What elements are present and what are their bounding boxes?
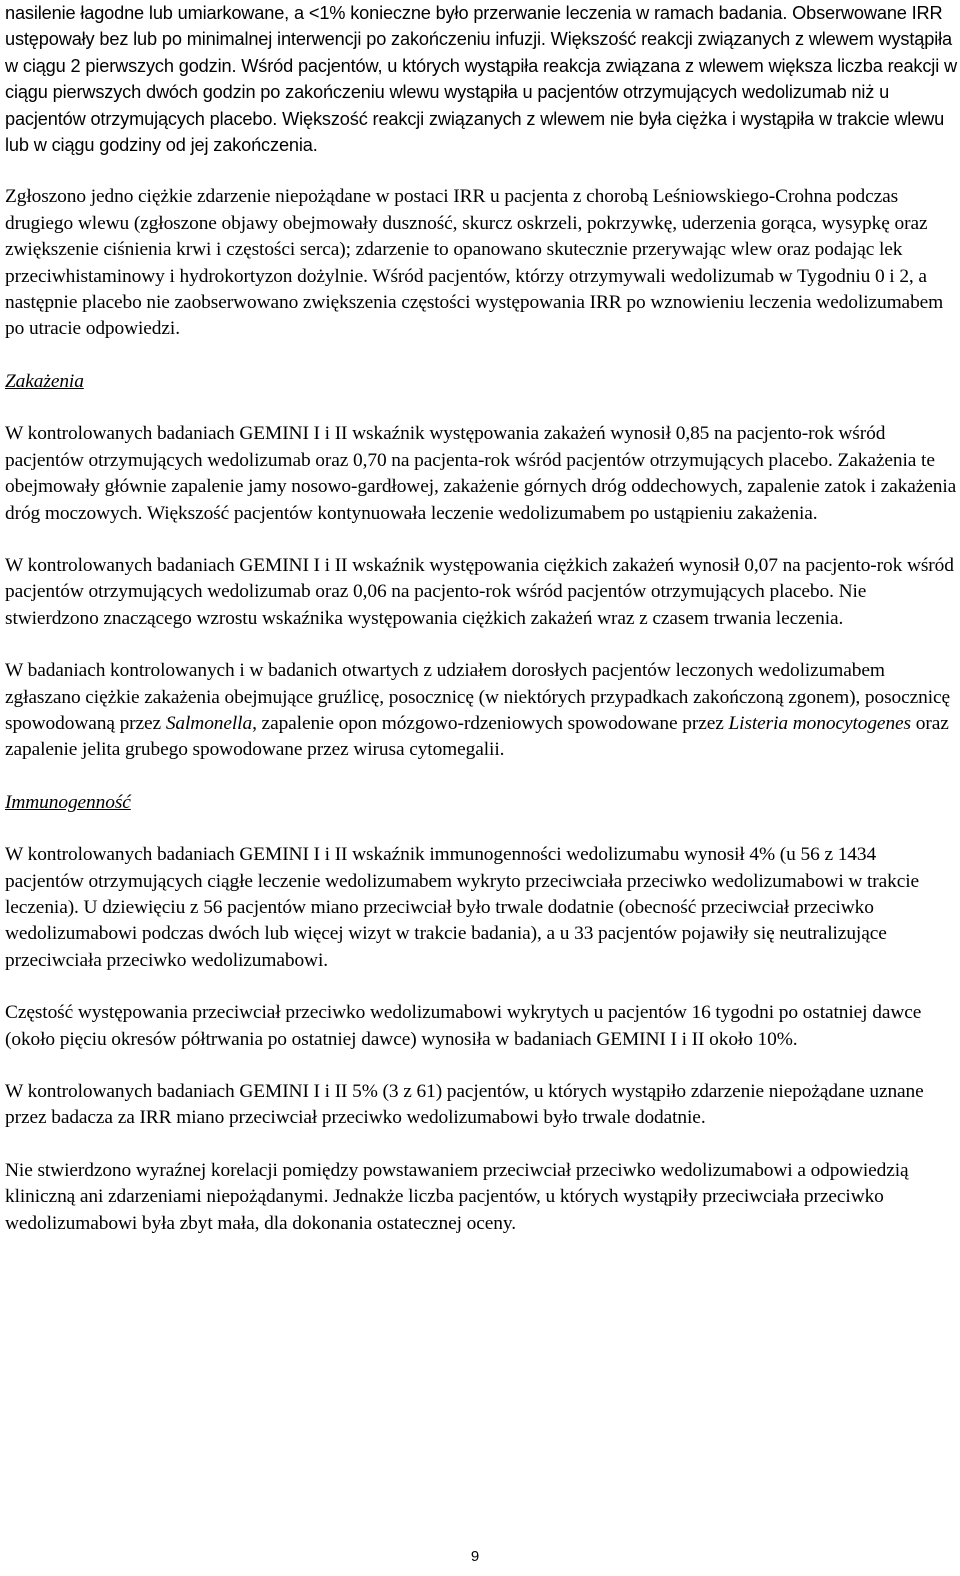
text-segment: oraz zapalenie jelita grubego spowodowane przez wirusa cytomegalii. [5,712,949,761]
paragraph-antibody-irr: W kontrolowanych badaniach GEMINI I i II 5% (3 z 61) pacjentów, u których wystąpiło zdarzenie niepożądane uznane przez badacza za IRR miano przeciwciał przeciwko wedolizumabowi było trwale dodatnie. [5,1081,924,1129]
paragraph-serious-infection-rate: W kontrolowanych badaniach GEMINI I i II wskaźnik występowania ciężkich zakażeń wynosił 0,07 na pacjento-rok wśród pacjentów otrzymujących wedolizumab oraz 0,06 na pacjento-rok wśród pacjentów otrzymujących placebo. Nie stwierdzono znaczącego wzrostu wskaźnika występowania ciężkich zakażeń wraz z czasem trwania leczenia. [5,554,954,629]
paragraph-infection-rate: W kontrolowanych badaniach GEMINI I i II wskaźnik występowania zakażeń wynosił 0,85 na pacjento-rok wśród pacjentów otrzymujących wedolizumab oraz 0,70 na pacjenta-rok wśród pacjentów otrzymujących placebo. Zakażenia te obejmowały głównie zapalenie jamy nosowo-gardłowej, zakażenie górnych dróg oddechowych, zapalenie zatok i zakażenia dróg moczowych. Większość pacjentów kontynuowała leczenie wedolizumabem po ustąpieniu zakażenia. [5,423,957,524]
paragraph-serious-infections [5,658,957,764]
document-page [5,0,957,1237]
heading-immunogenicity: Immunogenność [5,791,131,813]
paragraph-antibody-frequency: Częstość występowania przeciwciał przeciwko wedolizumabowi wykrytych u pacjentów 16 tygodni po ostatniej dawce (około pięciu okresów półtrwania po ostatniej dawce) wynosiła w badaniach GEMINI I i II około 10%. [5,1002,922,1050]
organism-salmonella: Salmonella [165,712,253,734]
text-segment: W badaniach kontrolowanych i w badanich otwartych z udziałem dorosłych pacjentów leczonych wedolizumabem zgłaszano ciężkie zakażenia obejmujące gruźlicę, posocznicę (w niektórych przypadkach zakończoną zgonem), posocznicę spowodowaną przez [5,660,951,734]
text-segment: , zapalenie opon mózgowo-rdzeniowych spowodowane przez [252,712,729,734]
page-number: 9 [470,1548,480,1565]
paragraph-immunogenicity-rate: W kontrolowanych badaniach GEMINI I i II wskaźnik immunogenności wedolizumabu wynosił 4% (u 56 z 1434 pacjentów otrzymujących ciągłe leczenie wedolizumabem wykryto przeciwciała przeciwko wedolizumabowi w trakcie leczenia). U dziewięciu z 56 pacjentów miano przeciwciał było trwale dodatnie (obecność przeciwciał przeciwko wedolizumabowi podczas dwóch lub więcej wizyt w trakcie badania), a u 33 pacjentów pojawiły się neutralizujące przeciwciała przeciwko wedolizumabowi. [5,844,920,971]
paragraph-serious-irr: Zgłoszono jedno ciężkie zdarzenie niepożądane w postaci IRR u pacjenta z chorobą Leśniowskiego-Crohna podczas drugiego wlewu (zgłoszone objawy obejmowały duszność, skurcz oskrzeli, pokrzywkę, uderzenia gorąca, wysypkę oraz zwiększenie ciśnienia krwi i częstości serca); zdarzenie to opanowano skutecznie przerywając wlew oraz podając lek przeciwhistaminowy i hydrokortyzon dożylnie. Wśród pacjentów, którzy otrzymywali wedolizumab w Tygodniu 0 i 2, a następnie placebo nie zaobserwowano zwiększenia częstości występowania IRR po wznowieniu leczenia wedolizumabem po utracie odpowiedzi. [5,186,944,340]
paragraph-irr-continuation: nasilenie łagodne lub umiarkowane, a <1% konieczne było przerwanie leczenia w ramach badania. Obserwowane IRR ustępowały bez lub po minimalnej interwencji po zakończeniu infuzji. Większość reakcji związanych z wlewem wystąpiła w ciągu 2 pierwszych godzin. Wśród pacjentów, u których wystąpiła reakcja związana z wlewem większa liczba reakcji w ciągu pierwszych dwóch godzin po zakończeniu wlewu wystąpiła u pacjentów otrzymujących wedolizumab niż u pacjentów otrzymujących placebo. Większość reakcji związanych z wlewem nie była ciężka i wystąpiła w trakcie wlewu lub w ciągu godziny od jej zakończenia. [5,3,957,156]
heading-infections: Zakażenia [5,370,84,392]
paragraph-correlation: Nie stwierdzono wyraźnej korelacji pomiędzy powstawaniem przeciwciał przeciwko wedolizumabowi a odpowiedzią kliniczną ani zdarzeniami niepożądanymi. Jednakże liczba pacjentów, u których wystąpiły przeciwciała przeciwko wedolizumabowi była zbyt mała, dla dokonania ostatecznej oceny. [5,1159,909,1234]
organism-listeria: Listeria monocytogenes [728,712,911,734]
